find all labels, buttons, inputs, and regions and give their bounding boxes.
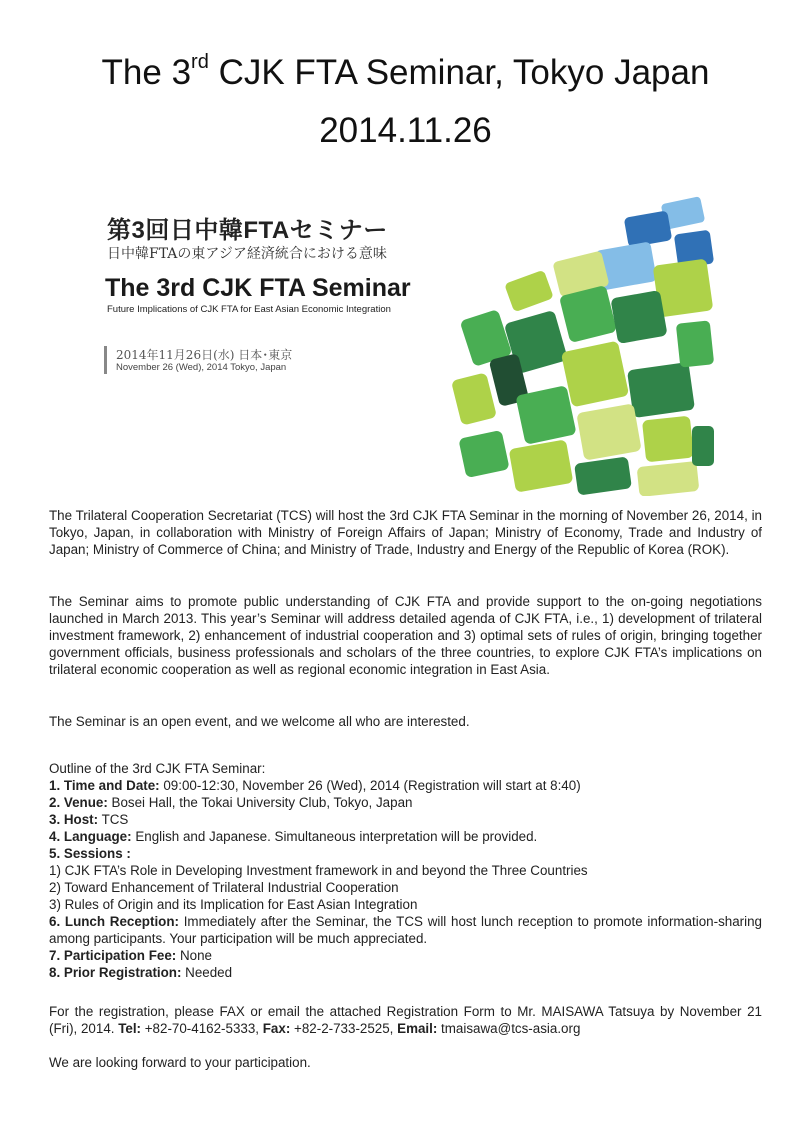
outline-item-time <box>49 777 762 794</box>
outline-value: None <box>176 948 212 963</box>
closing-paragraph: We are looking forward to your participation. <box>49 1055 311 1070</box>
outline-value: TCS <box>98 812 129 827</box>
banner-date-jp: 2014年11月26日(水) 日本･東京 <box>116 348 293 362</box>
banner-jp-title: 第3回日中韓FTAセミナー <box>107 217 388 244</box>
seminar-outline <box>49 760 762 981</box>
banner-jp-subtitle: 日中韓FTAの東アジア経済統合における意味 <box>107 246 387 262</box>
registration-text: For the registration, please FAX or email the attached Registration Form to Mr. MAISAWA Tatsuya by November 21 (Fri), 2014. <box>49 1004 762 1036</box>
outline-item-host <box>49 811 762 828</box>
registration-paragraph <box>49 1003 762 1037</box>
outline-label: 1. Time and Date: <box>49 778 160 793</box>
outline-label: 6. Lunch Reception: <box>49 914 179 929</box>
outline-value: Bosei Hall, the Tokai University Club, Tokyo, Japan <box>107 795 413 810</box>
title-superscript: rd <box>191 51 209 73</box>
fax-value: +82-2-733-2525, <box>290 1021 398 1036</box>
outline-label: 5. Sessions : <box>49 846 131 861</box>
session-item: 1) CJK FTA’s Role in Developing Investment framework in and beyond the Three Countries <box>49 863 588 878</box>
aims-paragraph: The Seminar aims to promote public understanding of CJK FTA and provide support to the on-going negotiations launched in March 2013. This year’s Seminar will address detailed agenda of CJK FTA, i.e., 1) development of trilateral investment framework, 2) enhancement of industrial cooperation and 3) optimal sets of rules of origin, bringing together government officials, business professionals and scholars of the three countries, to explore CJK FTA’s implications on trilateral economic cooperation as well as regional economic integration in East Asia. <box>49 594 762 677</box>
banner-date-bar <box>104 346 107 374</box>
outline-item-registration <box>49 964 762 981</box>
outline-value: Immediately after the Seminar, the TCS will host lunch reception to promote information-sharing among participants. Your participation will be much appreciated. <box>49 914 762 946</box>
seminar-banner <box>90 196 715 496</box>
banner-date-en: November 26 (Wed), 2014 Tokyo, Japan <box>116 362 287 373</box>
outline-value: Needed <box>181 965 233 980</box>
tel-value: +82-70-4162-5333, <box>141 1021 263 1036</box>
title-pre: The 3 <box>101 53 192 92</box>
page-title <box>0 51 811 92</box>
banner-en-title: The 3rd CJK FTA Seminar <box>105 274 411 302</box>
outline-item-lunch <box>49 913 762 947</box>
outline-label: 4. Language: <box>49 829 132 844</box>
globe-mosaic-graphic <box>448 196 715 496</box>
session-item: 2) Toward Enhancement of Trilateral Industrial Cooperation <box>49 880 399 895</box>
page-date: 2014.11.26 <box>319 111 492 150</box>
outline-item-venue <box>49 794 762 811</box>
outline-item-sessions <box>49 845 762 862</box>
outline-label: 8. Prior Registration: <box>49 965 182 980</box>
outline-label: 7. Participation Fee: <box>49 948 177 963</box>
outline-value: English and Japanese. Simultaneous interpretation will be provided. <box>131 829 538 844</box>
email-label: Email: <box>397 1021 438 1036</box>
outline-value: 09:00-12:30, November 26 (Wed), 2014 (Registration will start at 8:40) <box>159 778 581 793</box>
banner-en-subtitle: Future Implications of CJK FTA for East Asian Economic Integration <box>107 304 391 315</box>
session-item: 3) Rules of Origin and its Implication for East Asian Integration <box>49 897 418 912</box>
email-value[interactable]: tmaisawa@tcs-asia.org <box>437 1021 581 1036</box>
outline-heading: Outline of the 3rd CJK FTA Seminar: <box>49 761 266 776</box>
outline-item-language <box>49 828 762 845</box>
intro-paragraph: The Trilateral Cooperation Secretariat (TCS) will host the 3rd CJK FTA Seminar in the morning of November 26, 2014, in Tokyo, Japan, in collaboration with Ministry of Foreign Affairs of Japan; Ministry of Economy, Trade and Industry of Japan; Ministry of Commerce of China; and Ministry of Trade, Industry and Energy of the Republic of Korea (ROK). <box>49 508 762 557</box>
title-post: CJK FTA Seminar, Tokyo Japan <box>208 53 710 92</box>
tel-label: Tel: <box>118 1021 142 1036</box>
fax-label: Fax: <box>262 1021 291 1036</box>
outline-label: 3. Host: <box>49 812 99 827</box>
open-event-paragraph: The Seminar is an open event, and we welcome all who are interested. <box>49 714 470 729</box>
outline-item-fee <box>49 947 762 964</box>
outline-label: 2. Venue: <box>49 795 108 810</box>
